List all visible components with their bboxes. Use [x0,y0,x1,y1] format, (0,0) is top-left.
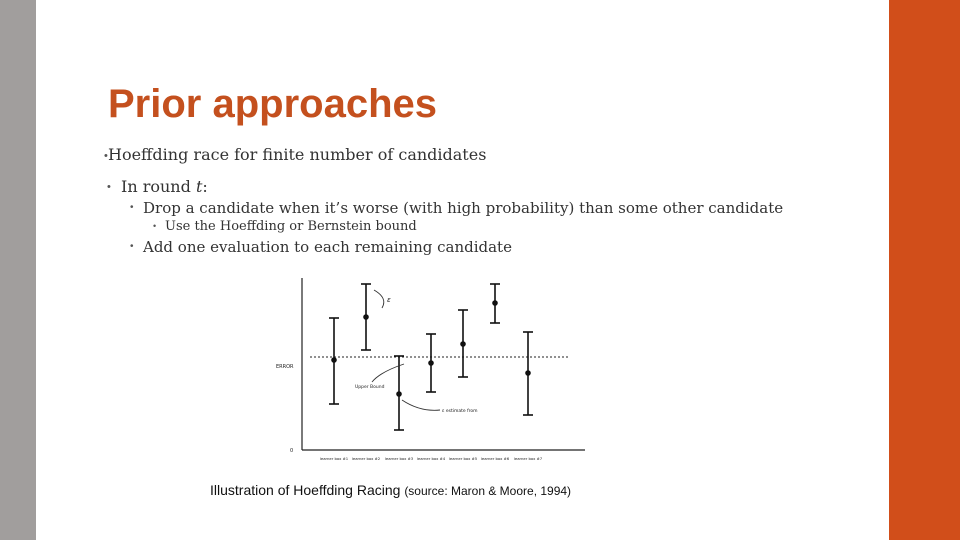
figure-caption [210,482,571,500]
bullet-marker: • [104,150,108,162]
x-label-3: learner box #3 [384,456,414,461]
x-label-4: learner box #4 [416,456,446,461]
bullet-round-prefix: In round [121,177,196,196]
x-label-6: learner box #6 [480,456,510,461]
bullet-round-t [121,177,208,196]
sub-sub-bullet-bound: Use the Hoeffding or Bernstein bound [165,219,417,234]
hoeffding-racing-figure [270,272,590,472]
caption-source: (source: Maron & Moore, 1994) [404,484,572,498]
slide-title: Prior approaches [108,82,438,126]
estimate-pointer [402,400,440,410]
bullet-round-suffix: : [202,177,208,196]
sub-bullet-drop-candidate: Drop a candidate when it’s worse (with high probability) than some other candidate [143,199,784,217]
round-variable: t [195,177,203,196]
error-bar-1 [329,318,339,404]
error-bar-6 [490,284,500,323]
upper-bound-label: Upper Bound [355,385,385,390]
x-label-1: learner box #1 [319,456,349,461]
bullet-hoeffding-race: Hoeffding race for finite number of candidates [108,145,487,164]
error-bar-7 [523,332,533,415]
epsilon-bracket [374,290,384,308]
caption-main: Illustration of Hoeffding Racing [210,482,405,498]
bullet-marker: • [107,181,111,193]
x-label-5: learner box #5 [448,456,478,461]
sub-sub-bullet-marker: • [153,221,157,231]
sub-bullet-marker: • [130,241,134,252]
epsilon-label: ε [387,296,391,304]
x-label-2: learner box #2 [351,456,381,461]
error-bar-2 [361,284,371,350]
estimate-label: ε estimate from [442,409,478,414]
sub-bullet-add-evaluation: Add one evaluation to each remaining candidate [143,238,512,256]
error-bar-4 [426,334,436,392]
y-zero-label: 0 [290,448,294,454]
x-label-7: learner box #7 [513,456,543,461]
error-bar-5 [458,310,468,377]
sub-bullet-marker: • [130,202,134,213]
y-axis-label: ERROR [276,364,294,370]
